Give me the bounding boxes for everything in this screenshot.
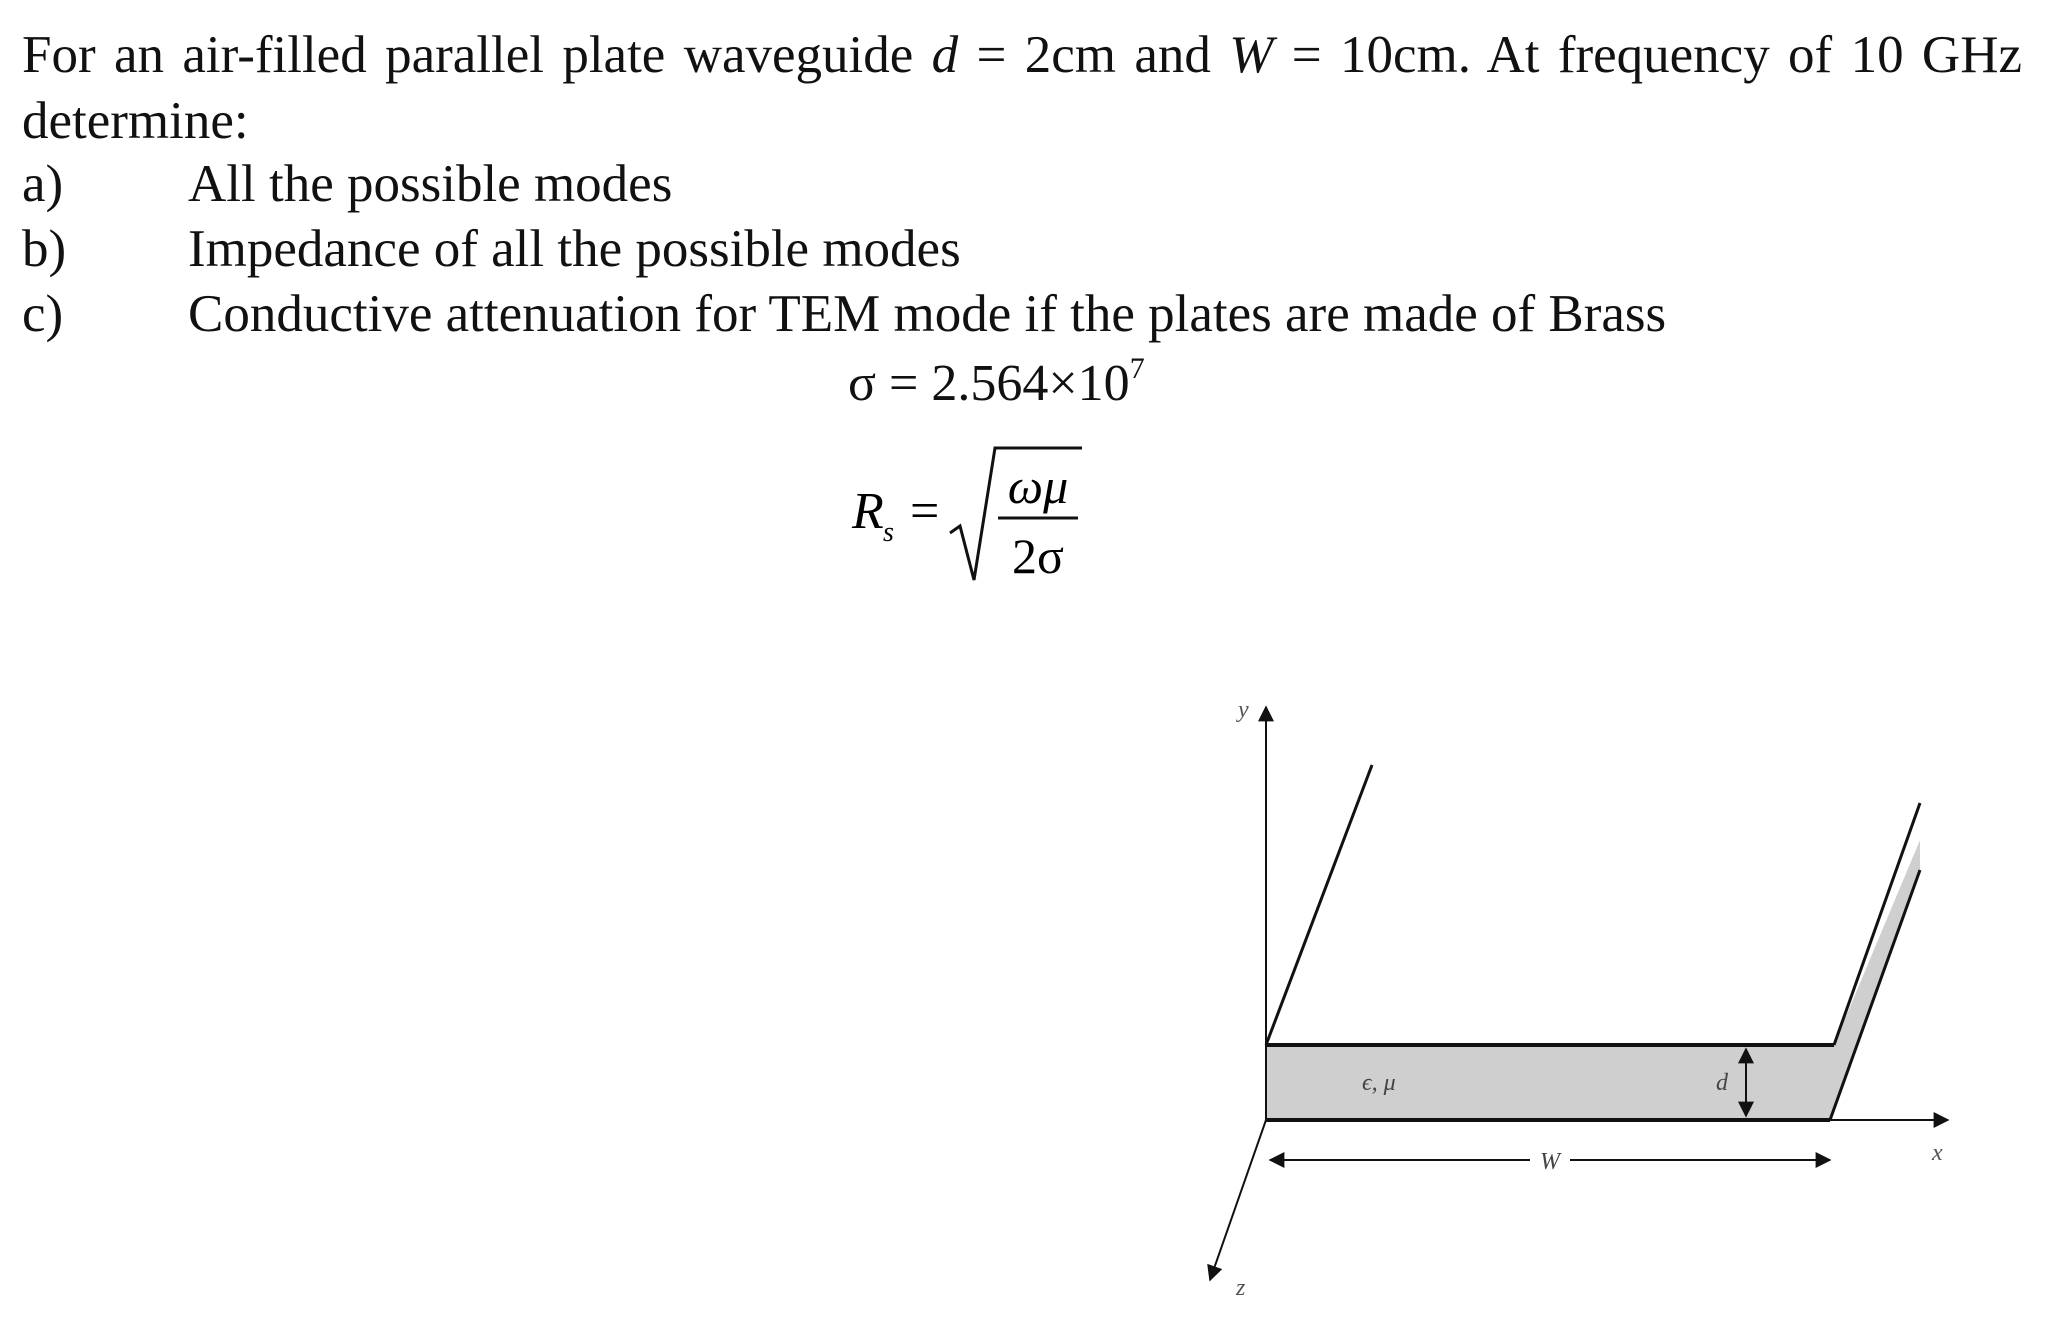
rs-equals: =: [910, 483, 940, 540]
rs-numerator: ωμ: [1007, 458, 1069, 514]
item-marker: b): [22, 220, 67, 278]
medium-label: ϵ, μ: [1362, 1070, 1396, 1096]
intro-text-1: For an air-filled parallel plate waveguide: [22, 26, 932, 84]
waveguide-diagram: [1180, 685, 1960, 1305]
surface-resistance-formula: [850, 438, 1090, 598]
x-axis-label: x: [1932, 1140, 1943, 1166]
top-plate-right-edge: [1834, 803, 1920, 1045]
item-text: Impedance of all the possible modes: [188, 220, 961, 278]
conductivity-value: σ = 2.564×10: [848, 355, 1130, 412]
d-symbol: d: [931, 26, 959, 84]
intro-text-2: = 2cm and: [958, 26, 1230, 84]
width-label: W: [1540, 1149, 1560, 1175]
conductivity-exponent: 7: [1129, 352, 1145, 385]
item-text: Conductive attenuation for TEM mode if the plates are made of Brass: [188, 285, 1667, 343]
bottom-plate-right-edge: [1830, 870, 1920, 1120]
w-symbol: W: [1229, 26, 1274, 84]
rs-symbol: R: [852, 483, 884, 540]
item-text: All the possible modes: [188, 155, 673, 213]
rs-subscript: s: [883, 517, 894, 548]
item-marker: a): [22, 155, 64, 213]
problem-statement: [22, 22, 2022, 154]
spacing-label: d: [1716, 1070, 1728, 1096]
intro-text-3: = 10cm. At frequency of 10 GHz determine:: [22, 26, 2022, 150]
conductivity-formula: [848, 352, 1145, 413]
z-axis-label: z: [1236, 1275, 1246, 1301]
item-marker: c): [22, 285, 64, 343]
rs-denominator: 2σ: [1012, 528, 1064, 584]
z-axis: [1210, 1120, 1266, 1280]
y-axis-label: y: [1238, 697, 1249, 723]
top-plate-left-edge: [1266, 765, 1372, 1045]
